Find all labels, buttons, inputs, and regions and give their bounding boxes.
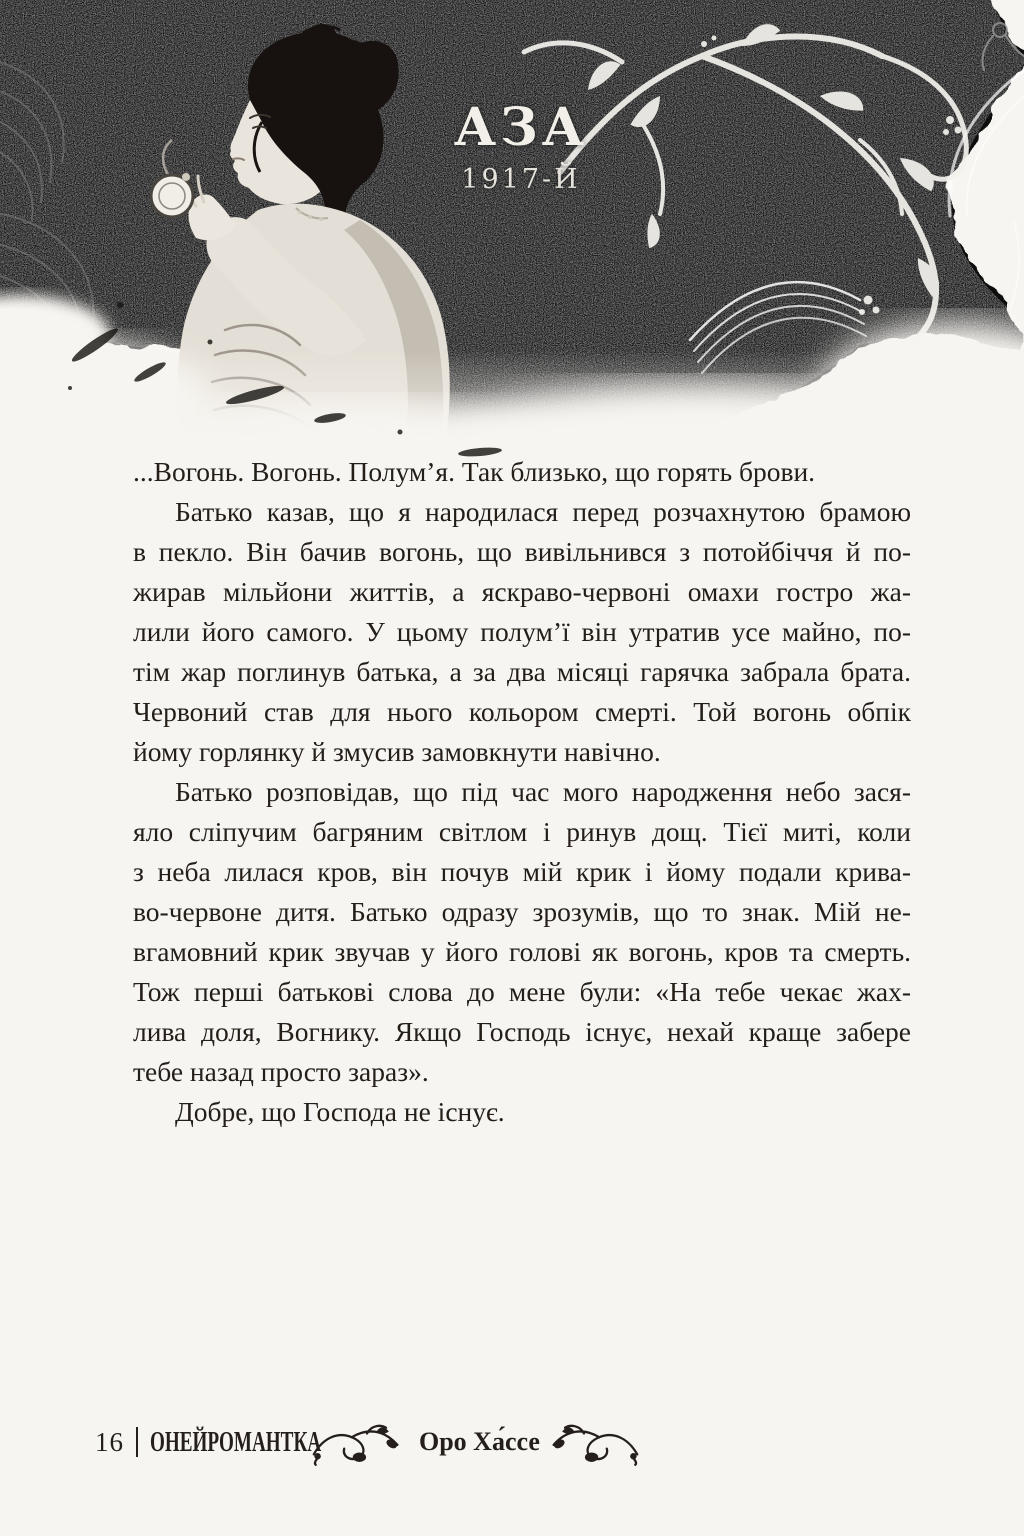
text-line: йому горлянку й змусив замовкнути навічно. <box>133 736 661 767</box>
footer-ornament-icon <box>546 1417 641 1467</box>
author-name: Оро Ха́ссе <box>419 1427 540 1456</box>
text-line: вгамовний крик звучав у його голові як вогонь, кров та смерть. <box>133 936 911 967</box>
footer-separator <box>136 1427 138 1457</box>
body-text <box>133 452 911 1132</box>
page-footer <box>95 1420 641 1464</box>
text-line: Добре, що Господа не існує. <box>175 1096 505 1127</box>
chapter-header-artwork <box>0 0 1024 470</box>
book-title-wrap <box>150 1425 322 1459</box>
text-line: ...Вогонь. Вогонь. Полум’я. Так близько, що горять брови. <box>133 456 816 487</box>
text-line: лили його самого. У цьому полум’ї він утратив усе майно, по- <box>133 616 911 647</box>
chapter-year: 1917-Й <box>461 164 581 195</box>
text-line: Батько розповідав, що під час мого народження небо зася- <box>175 776 911 807</box>
book-title: ОНЕЙРОМАНТКА <box>150 1425 322 1458</box>
text-line: Червоний став для нього кольором смерті. Той вогонь обпік <box>133 696 911 727</box>
text-line: тебе назад просто зараз». <box>133 1056 429 1087</box>
text-line: во-червоне дитя. Батько одразу зрозумів, що то знак. Мій не- <box>133 896 911 927</box>
text-line: жирав мільйони життів, а яскраво-червоні омахи гостро жа- <box>133 576 911 607</box>
footer-ornament-icon <box>310 1417 405 1467</box>
text-line: яло сліпучим багряним світлом і ринув дощ. Тієї миті, коли <box>133 816 911 847</box>
text-line: лива доля, Вогнику. Якщо Господь існує, нехай краще забере <box>133 1016 911 1047</box>
chapter-title: АЗА <box>453 97 589 158</box>
text-line: Батько казав, що я народилася перед розчахнутою брамою <box>175 496 911 527</box>
ink-illustration <box>0 0 1024 470</box>
page-number: 16 <box>95 1426 124 1457</box>
text-line: в пекло. Він бачив вогонь, що вивільнився з потойбіччя й по- <box>133 536 911 567</box>
text-line: Тож перші батькові слова до мене були: «На тебе чекає жах- <box>133 976 911 1007</box>
text-line: з неба лилася кров, він почув мій крик і йому подали крива- <box>133 856 911 887</box>
text-line: тім жар поглинув батька, а за два місяці гарячка забрала брата. <box>133 656 911 687</box>
